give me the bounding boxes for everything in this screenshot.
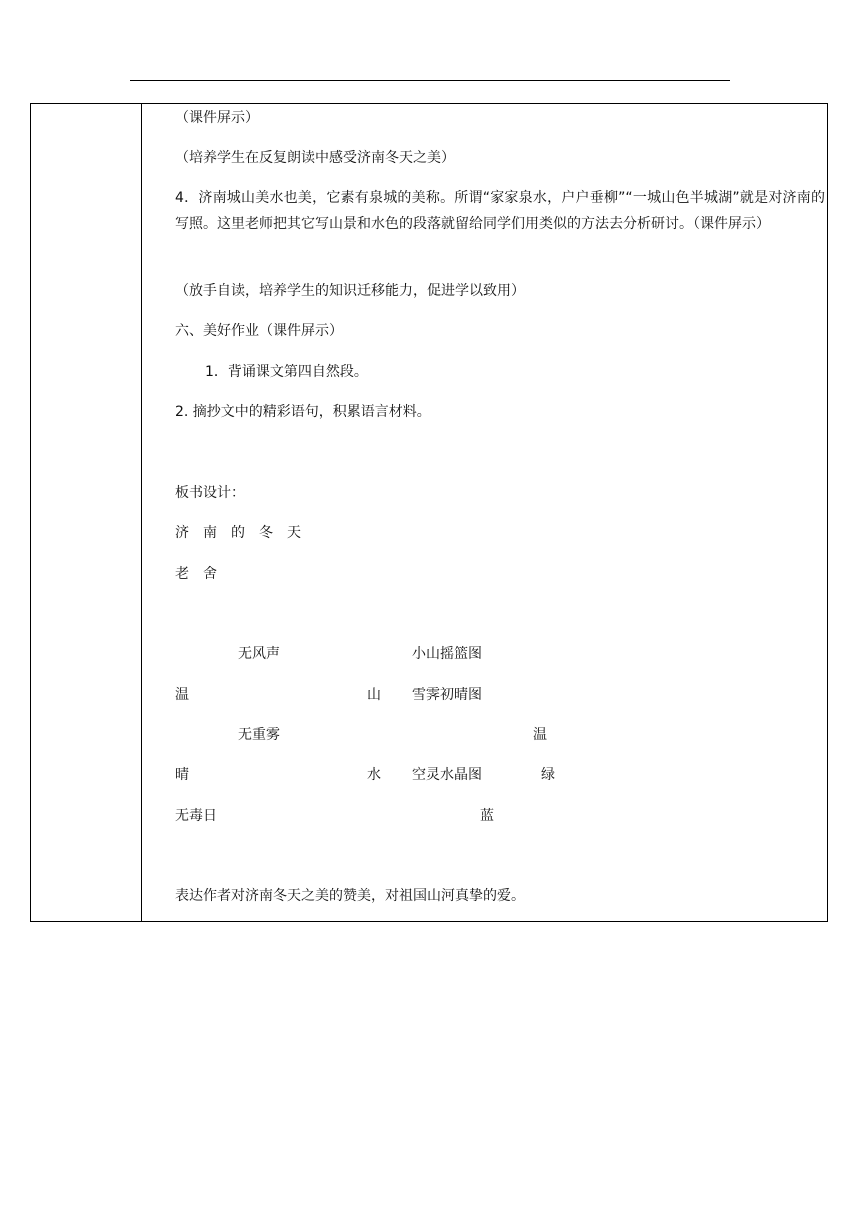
board-warm: 温 bbox=[175, 687, 189, 703]
board-snow-clearing: 雪霁初晴图 bbox=[412, 687, 482, 703]
courseware-note: （课件屏示） bbox=[175, 110, 259, 126]
header-rule bbox=[130, 80, 730, 81]
step-4-paragraph: 4．济南城山美水也美，它素有泉城的美称。所谓“家家泉水，户户垂柳”“一城山色半城湖”就是对济南的写照。这里老师把其它写山景和水色的段落就留给同学们用类似的方法去分析研讨。（课件屏示） bbox=[175, 190, 825, 232]
board-title: 济 南 的 冬 天 bbox=[175, 525, 301, 541]
board-no-fog: 无重雾 bbox=[238, 727, 280, 743]
board-author: 老 舍 bbox=[175, 566, 217, 582]
table-column-divider bbox=[141, 103, 142, 922]
board-crystal-water: 空灵水晶图 bbox=[412, 767, 482, 783]
board-mountain: 山 bbox=[367, 687, 381, 703]
homework-heading: 六、美好作业（课件屏示） bbox=[175, 323, 343, 339]
board-cradle-hills: 小山摇篮图 bbox=[412, 646, 482, 662]
homework-item-1: 1．背诵课文第四自然段。 bbox=[205, 364, 368, 380]
reading-goal-note: （培养学生在反复朗读中感受济南冬天之美） bbox=[175, 150, 455, 166]
board-green: 绿 bbox=[541, 767, 555, 783]
board-sunny: 晴 bbox=[175, 767, 189, 783]
board-no-harsh-sun: 无毒日 bbox=[175, 808, 217, 824]
board-conclusion: 表达作者对济南冬天之美的赞美，对祖国山河真挚的爱。 bbox=[175, 888, 525, 904]
board-design-label: 板书设计： bbox=[175, 485, 245, 501]
free-reading-note: （放手自读，培养学生的知识迁移能力，促进学以致用） bbox=[175, 283, 525, 299]
board-water: 水 bbox=[367, 767, 381, 783]
board-no-wind: 无风声 bbox=[238, 646, 280, 662]
homework-item-2: 2. 摘抄文中的精彩语句，积累语言材料。 bbox=[175, 404, 431, 420]
board-warm-2: 温 bbox=[533, 727, 547, 743]
board-blue: 蓝 bbox=[480, 808, 494, 824]
